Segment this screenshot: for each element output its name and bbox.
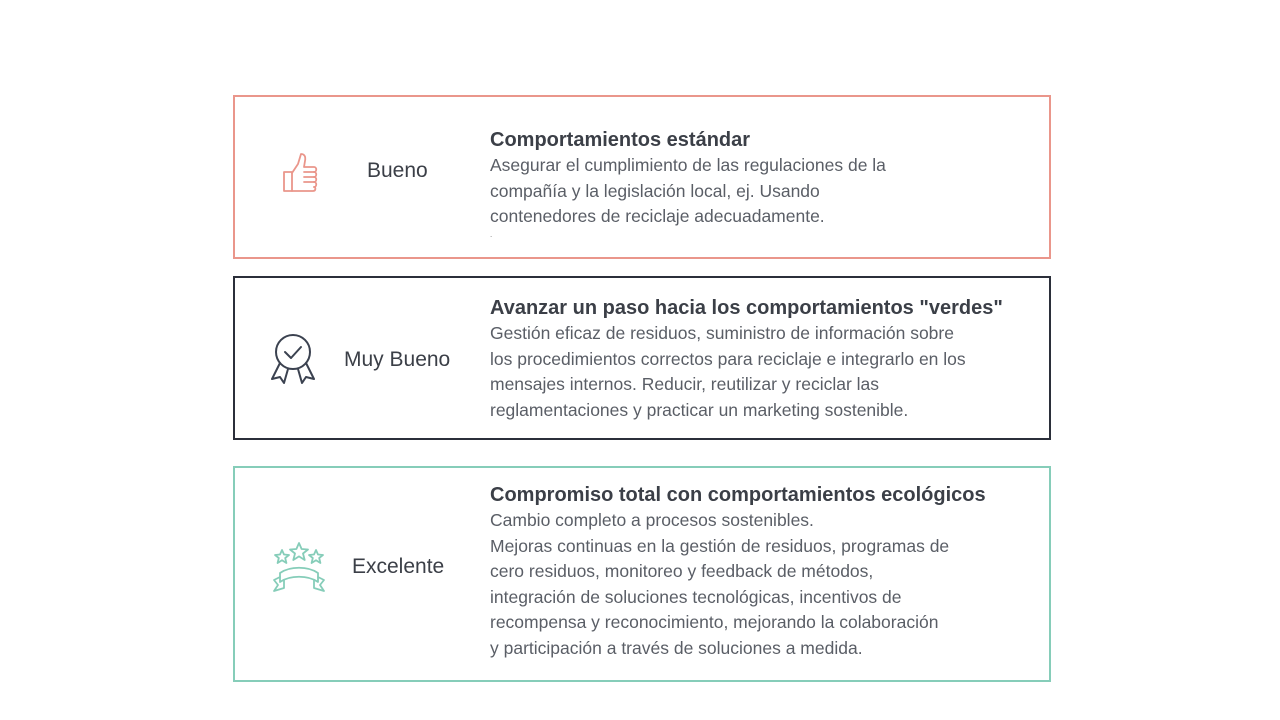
card-text-line: y participación a través de soluciones a medida. [490,637,863,658]
card-text-line: contenedores de reciclaje adecuadamente. [490,206,825,226]
card-text-dot: . [490,229,493,239]
level-label: Excelente [352,555,445,578]
card-text-line: cero residuos, monitoreo y feedback de métodos, [490,561,874,581]
card-text-line: mensajes internos. Reducir, reutilizar y reciclar las [490,374,880,394]
level-card-muy-bueno [233,276,1051,440]
card-text-line: Gestión eficaz de residuos, suministro de información sobre [490,323,954,343]
card-text-line: Cambio completo a procesos sostenibles. [490,510,814,530]
award-ribbon-icon [265,330,321,386]
level-label: Bueno [367,159,428,182]
card-heading: Comportamientos estándar [490,129,751,151]
card-text-line: compañía y la legislación local, ej. Usando [490,180,820,201]
card-text-line: reglamentaciones y practicar un marketing sostenible. [490,399,909,420]
level-card-excelente [233,466,1051,682]
three-stars-banner-icon [269,538,329,598]
card-text-line: Asegurar el cumplimiento de las regulaciones de la [490,155,886,175]
level-card-bueno [233,95,1051,259]
thumbs-up-icon [275,149,325,195]
card-text-line: recompensa y reconocimiento, mejorando la colaboración [490,612,939,632]
card-text-line: Mejoras continuas en la gestión de residuos, programas de [490,535,950,556]
card-heading: Compromiso total con comportamientos ecológicos [490,484,986,506]
card-text-line: los procedimientos correctos para reciclaje e integrarlo en los [490,348,966,369]
level-label: Muy Bueno [344,348,451,371]
card-heading: Avanzar un paso hacia los comportamientos "verdes" [490,297,1003,319]
card-text-line: integración de soluciones tecnológicas, incentivos de [490,586,902,607]
